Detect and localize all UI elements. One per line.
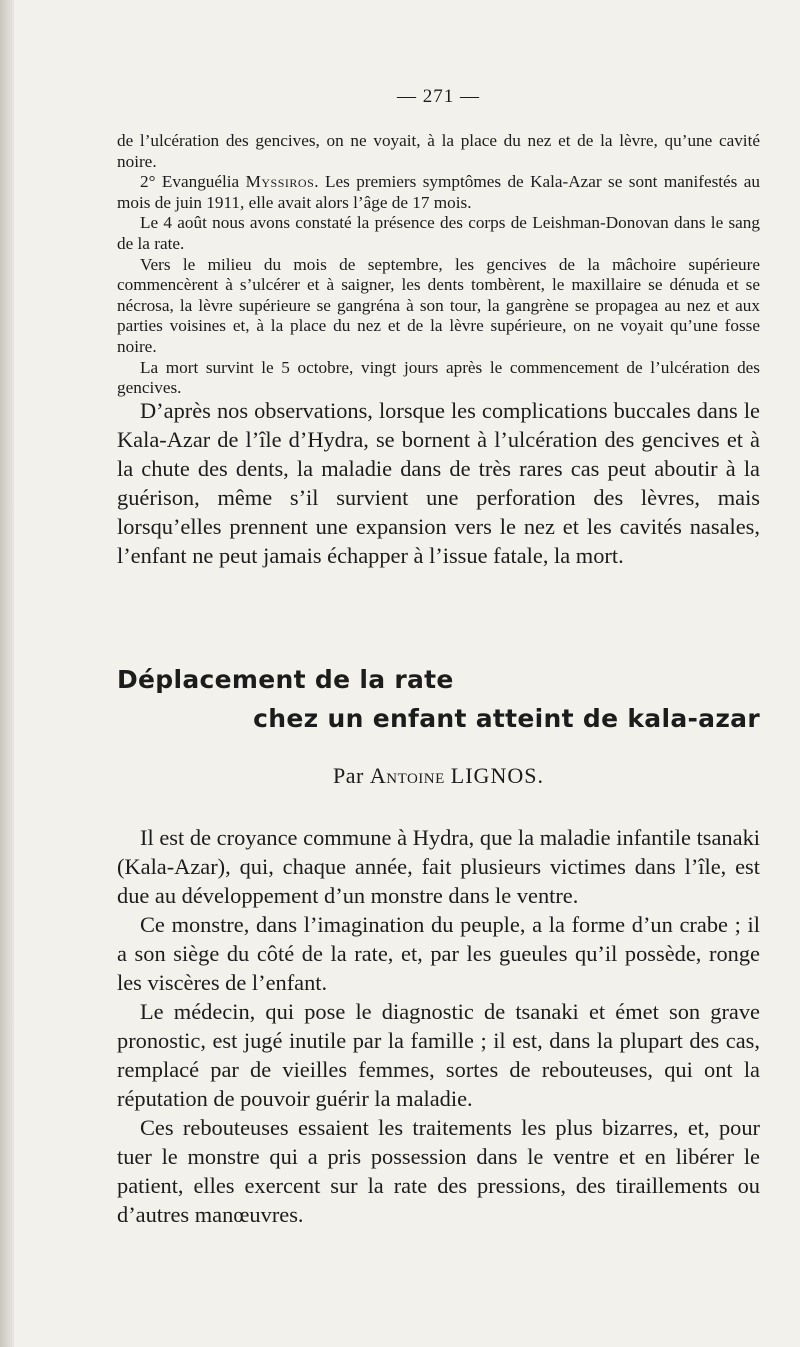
case-paragraph: Le 4 août nous avons constaté la présence des corps de Leishman-Donovan dans le sang de la rate. [117, 213, 760, 253]
case-paragraph: de l’ulcération des gencives, on ne voyait, à la place du nez et de la lèvre, qu’une cavité noire. [117, 131, 760, 171]
case-paragraph: 2° Evanguélia Myssiros. Les premiers symptômes de Kala-Azar se sont manifestés au mois de juin 1911, elle avait alors l’âge de 17 mois. [117, 172, 760, 212]
article-title-line-1: Déplacement de la rate [117, 665, 454, 694]
article-paragraph: Le médecin, qui pose le diagnostic de tsanaki et émet son grave pronostic, est jugé inutile par la famille ; il est, dans la plupart des cas, remplacé par de vieilles femmes, sortes de rebouteuses, qui ont la réputation de pouvoir guérir la maladie. [117, 999, 760, 1111]
author-first-name: Antoine [369, 763, 445, 788]
conclusion-paragraph: D’après nos observations, lorsque les complications buccales dans le Kala-Azar de l’île d’Hydra, se bornent à l’ulcération des gencives et à la chute des dents, la maladie dans de très rares cas peut aboutir à la guérison, même s’il survient une perforation des lèvres, mais lorsqu’elles prennent une expansion vers le nez et les cavités nasales, l’enfant ne peut jamais échapper à l’issue fatale, la mort. [117, 398, 760, 568]
byline: Par Antoine LIGNOS. [333, 763, 544, 788]
article-body [117, 823, 760, 1229]
article-paragraph: Ce monstre, dans l’imagination du peuple, a la forme d’un crabe ; il a son siège du côté de la rate, et, par les gueules qu’il possède, ronge les viscères de l’enfant. [117, 912, 760, 995]
case-paragraph: Vers le milieu du mois de septembre, les gencives de la mâchoire supérieure commencèrent à s’ulcérer et à saigner, les dents tombèrent, le maxillaire se dénuda et se nécrosa, la lèvre supérieure se gangréna à son tour, la gangrène se propagea au nez et aux parties voisines et, à la place du nez et de la lèvre supérieure, on ne voyait qu’une fosse noire. [117, 254, 760, 356]
book-page [117, 0, 760, 1347]
patient-name: Myssiros [245, 172, 315, 192]
page-number: — 271 — [397, 86, 480, 107]
conclusion-text [117, 396, 760, 570]
article-title-line-2: chez un enfant atteint de kala-azar [253, 704, 760, 733]
case-report-text [117, 131, 760, 399]
case-paragraph: La mort survint le 5 octobre, vingt jours après le commencement de l’ulcération des gencives. [117, 357, 760, 398]
article-paragraph: Il est de croyance commune à Hydra, que la maladie infantile tsanaki (Kala-Azar), qui, chaque année, fait plusieurs victimes dans l’île, est due au développement d’un monstre dans le ventre. [117, 825, 760, 908]
page-edge-shadow [0, 0, 14, 1347]
author-last-name: LIGNOS. [450, 763, 544, 788]
article-paragraph: Ces rebouteuses essaient les traitements les plus bizarres, et, pour tuer le monstre qui a pris possession dans le ventre et en libérer le patient, elles exercent sur la rate des pressions, des tiraillements ou d’autres manœuvres. [117, 1115, 760, 1227]
